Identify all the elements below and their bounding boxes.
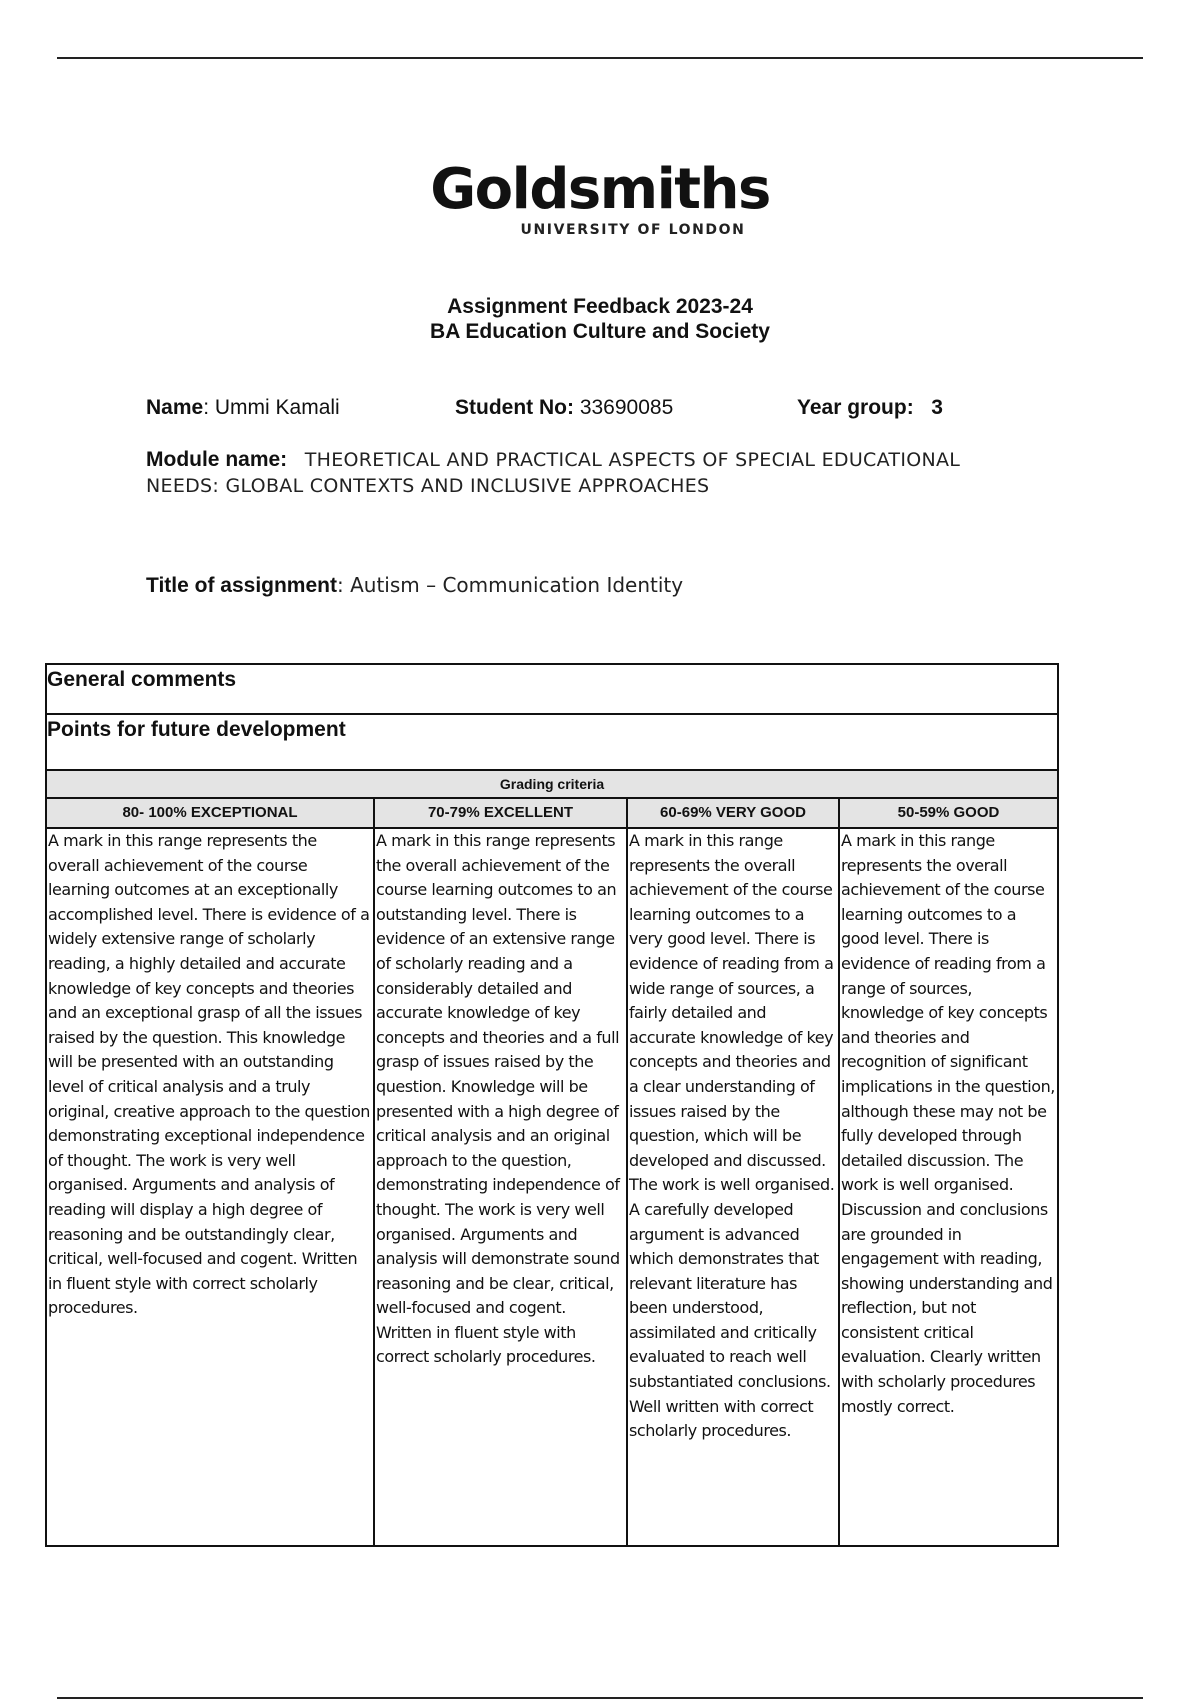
- feedback-table: [45, 663, 1059, 1547]
- assignment-title-value: : Autism – Communication Identity: [336, 573, 684, 597]
- band-good-header: 50-59% GOOD: [839, 798, 1058, 828]
- logo-subtitle: UNIVERSITY OF LONDON: [520, 222, 746, 238]
- goldsmiths-logo: [420, 157, 780, 238]
- module-name-value: THEORETICAL AND PRACTICAL ASPECTS OF SPECIAL EDUCATIONAL NEEDS: GLOBAL CONTEXTS AND INCLUSIVE APPROACHES: [146, 449, 961, 497]
- name-label: Name: [146, 396, 204, 419]
- module-name-label: Module name:: [146, 448, 288, 471]
- year-group-value: 3: [931, 396, 943, 419]
- band-excellent-description: A mark in this range represents the overall achievement of the course learning outcomes to an outstanding level. There is evidence of an extensive range of scholarly reading and a considerably detailed and accurate knowledge of key concepts and theories and a full grasp of issues raised by the question. Knowledge will be presented with a high degree of critical analysis and an original approach to the question, demonstrating independence of thought. The work is very well organised. Arguments and analysis will demonstrate sound reasoning and be clear, critical, well-focused and cogent. Written in fluent style with correct scholarly procedures.: [374, 828, 627, 1546]
- band-good-description: A mark in this range represents the overall achievement of the course learning outcomes to a good level. There is evidence of reading from a range of sources, knowledge of key concepts and theories and recognition of significant implications in the question, although these may not be fully developed through detailed discussion. The work is well organised. Discussion and conclusions are grounded in engagement with reading, showing understanding and reflection, but not consistent critical evaluation. Clearly written with scholarly procedures mostly correct.: [839, 828, 1058, 1546]
- student-name: [146, 395, 340, 421]
- name-value: : Ummi Kamali: [203, 396, 340, 419]
- feedback-title: Assignment Feedback 2023-24: [447, 295, 753, 318]
- assignment-title-label: Title of assignment: [146, 574, 337, 597]
- module-name: [146, 447, 1026, 499]
- year-group-label: Year group:: [797, 396, 914, 419]
- programme-title: BA Education Culture and Society: [430, 320, 770, 343]
- grading-criteria-heading: Grading criteria: [46, 770, 1058, 798]
- band-exceptional-description: A mark in this range represents the overall achievement of the course learning outcomes at an exceptionally accomplished level. There is evidence of a widely extensive range of scholarly reading, a highly detailed and accurate knowledge of key concepts and theories and an exceptional grasp of all the issues raised by the question. This knowledge will be presented with an outstanding level of critical analysis and a truly original, creative approach to the question demonstrating exceptional independence of thought. The work is very well organised. Arguments and analysis of reading will display a high degree of reasoning and be outstandingly clear, critical, well-focused and cogent. Written in fluent style with correct scholarly procedures.: [46, 828, 374, 1546]
- general-comments-heading: General comments: [46, 664, 1058, 714]
- top-rule: [57, 57, 1143, 59]
- bottom-rule: [57, 1697, 1143, 1699]
- student-number-value: 33690085: [579, 396, 674, 419]
- future-development-heading: Points for future development: [46, 714, 1058, 770]
- student-number: [455, 395, 673, 421]
- band-exceptional-header: 80- 100% EXCEPTIONAL: [46, 798, 374, 828]
- band-very-good-description: A mark in this range represents the overall achievement of the course learning outcomes to a very good level. There is evidence of reading from a wide range of sources, a fairly detailed and accurate knowledge of key concepts and theories and a clear understanding of issues raised by the question, which will be developed and discussed. The work is well organised. A carefully developed argument is advanced which demonstrates that relevant literature has been understood, assimilated and critically evaluated to reach well substantiated conclusions. Well written with correct scholarly procedures.: [627, 828, 839, 1546]
- band-excellent-header: 70-79% EXCELLENT: [374, 798, 627, 828]
- assignment-title: [146, 572, 683, 599]
- student-number-label: Student No:: [455, 396, 574, 419]
- logo-wordmark: Goldsmiths: [430, 157, 770, 222]
- band-very-good-header: 60-69% VERY GOOD: [627, 798, 839, 828]
- year-group: [797, 395, 943, 421]
